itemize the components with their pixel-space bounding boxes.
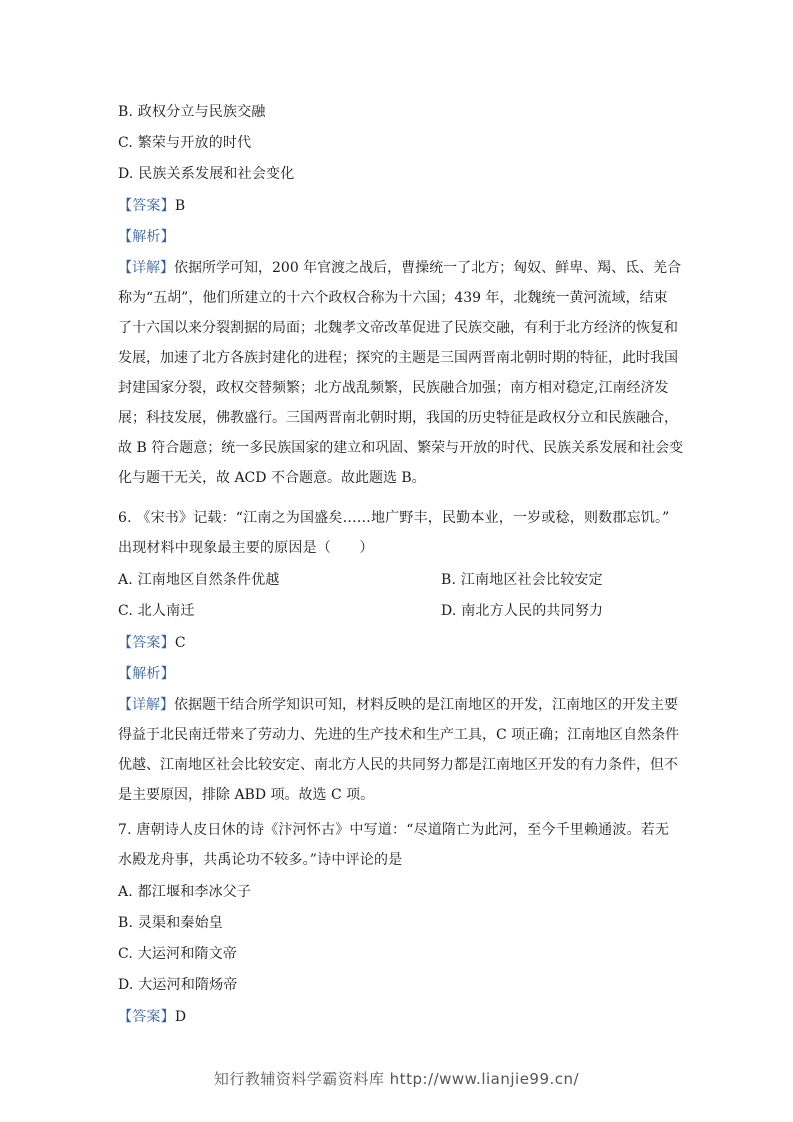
detail-line: 优越、江南地区社会比较安定、南北方人民的共同努力都是江南地区开发的有力条件，但不 (118, 757, 678, 773)
detail-line: 【详解】依据题干结合所学知识可知，材料反映的是江南地区的开发，江南地区的开发主要 (118, 697, 678, 713)
detail-line: 称为“五胡”，他们所建立的十六个政权合称为十六国；439 年，北魏统一黄河流域，结束 (118, 290, 668, 306)
q5-option-d: D. 民族关系发展和社会变化 (118, 166, 295, 182)
detail-line: 封建国家分裂，政权交替频繁；北方战乱频繁，民族融合加强；南方相对稳定,江南经济发 (118, 380, 669, 396)
q7-option-c: C. 大运河和隋文帝 (118, 946, 238, 962)
q5-answer (118, 196, 185, 216)
q7-stem-line2: 水殿龙舟事，共禹论功不较多。”诗中评论的是 (118, 852, 403, 868)
detail-line: 故 B 符合题意；统一多民族国家的建立和巩固、繁荣与开放的时代、民族关系发展和社会变 (118, 440, 684, 456)
detail-line: 【详解】依据所学可知，200 年官渡之战后，曹操统一了北方；匈奴、鲜卑、羯、氐、羌合 (118, 260, 682, 276)
q6-answer (118, 633, 186, 653)
q5-option-c: C. 繁荣与开放的时代 (118, 135, 252, 151)
q6-detail (118, 690, 678, 810)
q7-answer (118, 1007, 186, 1027)
answer-value: C (174, 635, 186, 651)
answer-value: D (174, 1009, 187, 1025)
q6-option-b: B. 江南地区社会比较安定 (441, 572, 603, 588)
q6-option-a: A. 江南地区自然条件优越 (118, 572, 280, 588)
q6-stem-line2: 出现材料中现象最主要的原因是（ ） (118, 540, 374, 556)
detail-line: 化与题干无关，故 ACD 不合题意。故此题选 B。 (118, 470, 426, 486)
q7-option-a: A. 都江堰和李冰父子 (118, 884, 252, 900)
detail-line: 是主要原因，排除 ABD 项。故选 C 项。 (118, 787, 375, 803)
q7-option-b: B. 灵渠和秦始皇 (118, 915, 223, 931)
answer-tag: 【答案】 (118, 198, 175, 214)
q6-stem-line1: 6. 《宋书》记载：“江南之为国盛矣……地广野丰，民勤本业，一岁或稔，则数郡忘饥。” (118, 510, 670, 526)
q6-analysis-tag: 【解析】 (118, 666, 175, 682)
detail-line: 发展，加速了北方各族封建化的进程；探究的主题是三国两晋南北朝时期的特征，此时我国 (118, 350, 678, 366)
q6-option-d: D. 南北方人民的共同努力 (441, 603, 604, 619)
q7-stem-line1: 7. 唐朝诗人皮日休的诗《汴河怀古》中写道：“尽道隋亡为此河，至今千里赖通波。若无 (118, 822, 670, 838)
q6-option-c: C. 北人南迁 (118, 603, 195, 619)
q7-option-d: D. 大运河和隋炀帝 (118, 977, 238, 993)
answer-value: B (174, 198, 186, 214)
detail-tag: 【详解】 (118, 260, 174, 276)
footer-watermark: 知行教辅资料学霸资料库 http://www.lianjie99.cn/ (213, 1070, 580, 1088)
detail-line: 了十六国以来分裂割据的局面；北魏孝文帝改革促进了民族交融，有利于北方经济的恢复和 (118, 320, 678, 336)
detail-tag: 【详解】 (118, 697, 174, 713)
q5-detail (118, 253, 684, 493)
detail-line: 展；科技发展，佛教盛行。三国两晋南北朝时期，我国的历史特征是政权分立和民族融合， (118, 410, 678, 426)
q5-analysis-tag: 【解析】 (118, 229, 175, 245)
q5-option-b: B. 政权分立与民族交融 (118, 104, 266, 120)
answer-tag: 【答案】 (118, 635, 175, 651)
detail-line: 得益于北民南迁带来了劳动力、先进的生产技术和生产工具，C 项正确；江南地区自然条件 (118, 727, 680, 743)
answer-tag: 【答案】 (118, 1009, 175, 1025)
